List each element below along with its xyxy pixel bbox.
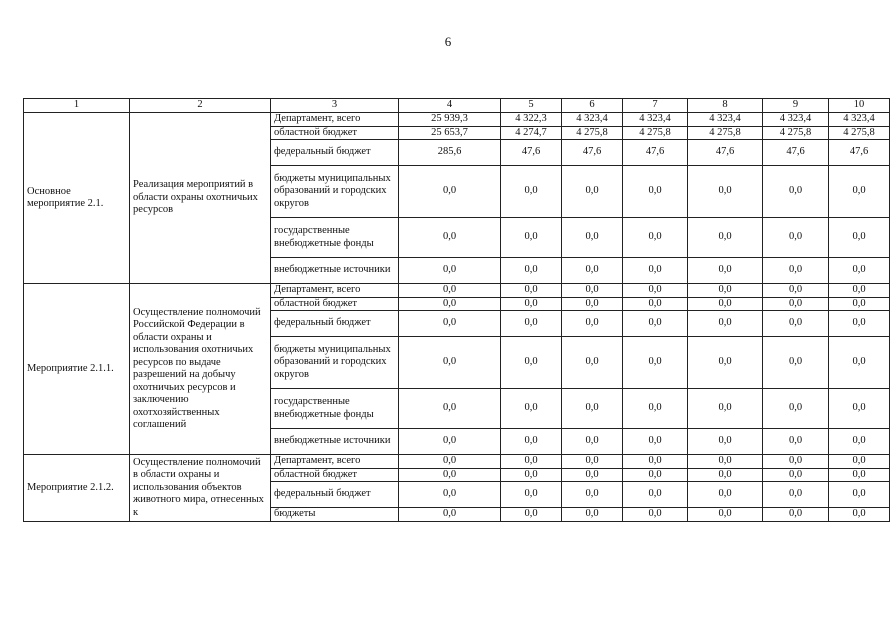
table-row: [24, 455, 890, 469]
value-cell: 0,0: [829, 468, 890, 482]
value-cell: 0,0: [829, 337, 890, 389]
value-cell: 0,0: [763, 337, 829, 389]
value-cell: 0,0: [623, 468, 688, 482]
value-cell: 0,0: [623, 258, 688, 284]
value-cell: 0,0: [763, 429, 829, 455]
funding-source: внебюджетные источники: [271, 429, 399, 455]
value-cell: 0,0: [763, 389, 829, 429]
value-cell: 47,6: [501, 140, 562, 166]
value-cell: 0,0: [501, 508, 562, 522]
value-cell: 0,0: [399, 218, 501, 258]
page-number: 6: [444, 34, 452, 49]
value-cell: 47,6: [829, 140, 890, 166]
value-cell: 0,0: [399, 429, 501, 455]
value-cell: 0,0: [763, 297, 829, 311]
value-cell: 47,6: [763, 140, 829, 166]
value-cell: 0,0: [501, 389, 562, 429]
funding-source: федеральный бюджет: [271, 140, 399, 166]
value-cell: 0,0: [623, 166, 688, 218]
value-cell: 0,0: [688, 508, 763, 522]
value-cell: 0,0: [763, 468, 829, 482]
value-cell: 0,0: [688, 166, 763, 218]
value-cell: 0,0: [399, 166, 501, 218]
value-cell: 0,0: [501, 337, 562, 389]
value-cell: 0,0: [562, 389, 623, 429]
value-cell: 0,0: [763, 482, 829, 508]
value-cell: 0,0: [688, 389, 763, 429]
value-cell: 0,0: [688, 337, 763, 389]
value-cell: 0,0: [623, 455, 688, 469]
value-cell: 0,0: [763, 166, 829, 218]
value-cell: 0,0: [501, 166, 562, 218]
value-cell: 0,0: [623, 311, 688, 337]
col-header: 7: [623, 99, 688, 113]
value-cell: 0,0: [688, 455, 763, 469]
value-cell: 0,0: [688, 218, 763, 258]
value-cell: 4 323,4: [688, 113, 763, 127]
funding-source: бюджеты муниципальных образований и городских округов: [271, 166, 399, 218]
value-cell: 0,0: [562, 455, 623, 469]
value-cell: 0,0: [399, 297, 501, 311]
event-number: Мероприятие 2.1.2.: [24, 455, 130, 522]
value-cell: 0,0: [399, 455, 501, 469]
funding-source: бюджеты муниципальных образований и городских округов: [271, 337, 399, 389]
value-cell: 0,0: [562, 508, 623, 522]
value-cell: 0,0: [501, 311, 562, 337]
value-cell: 0,0: [501, 297, 562, 311]
value-cell: 4 323,4: [623, 113, 688, 127]
value-cell: 0,0: [399, 468, 501, 482]
value-cell: 0,0: [623, 429, 688, 455]
value-cell: 47,6: [688, 140, 763, 166]
value-cell: 0,0: [623, 218, 688, 258]
col-header: 10: [829, 99, 890, 113]
value-cell: 285,6: [399, 140, 501, 166]
value-cell: 4 322,3: [501, 113, 562, 127]
value-cell: 0,0: [623, 508, 688, 522]
funding-source: областной бюджет: [271, 468, 399, 482]
funding-source: областной бюджет: [271, 126, 399, 140]
value-cell: 0,0: [501, 429, 562, 455]
value-cell: 0,0: [562, 429, 623, 455]
funding-source: внебюджетные источники: [271, 258, 399, 284]
value-cell: 4 323,4: [829, 113, 890, 127]
value-cell: 0,0: [763, 455, 829, 469]
value-cell: 0,0: [829, 166, 890, 218]
col-header: 5: [501, 99, 562, 113]
col-header: 9: [763, 99, 829, 113]
value-cell: 0,0: [501, 284, 562, 298]
col-header: 8: [688, 99, 763, 113]
value-cell: 0,0: [399, 508, 501, 522]
value-cell: 0,0: [688, 429, 763, 455]
value-cell: 0,0: [562, 337, 623, 389]
funding-source: федеральный бюджет: [271, 311, 399, 337]
value-cell: 4 275,8: [562, 126, 623, 140]
value-cell: 0,0: [763, 218, 829, 258]
value-cell: 0,0: [688, 297, 763, 311]
table-row: [24, 284, 890, 298]
value-cell: 0,0: [399, 482, 501, 508]
col-header: 4: [399, 99, 501, 113]
value-cell: 4 275,8: [763, 126, 829, 140]
col-header: 1: [24, 99, 130, 113]
value-cell: 0,0: [562, 258, 623, 284]
value-cell: 4 275,8: [623, 126, 688, 140]
value-cell: 4 274,7: [501, 126, 562, 140]
value-cell: 0,0: [399, 258, 501, 284]
value-cell: 0,0: [562, 482, 623, 508]
value-cell: 0,0: [623, 337, 688, 389]
value-cell: 0,0: [562, 166, 623, 218]
value-cell: 0,0: [399, 389, 501, 429]
value-cell: 0,0: [501, 468, 562, 482]
funding-source: бюджеты: [271, 508, 399, 522]
event-number: Основное мероприятие 2.1.: [24, 113, 130, 284]
value-cell: 0,0: [829, 508, 890, 522]
value-cell: 0,0: [562, 468, 623, 482]
value-cell: 0,0: [501, 218, 562, 258]
value-cell: 4 275,8: [829, 126, 890, 140]
event-title: Осуществление полномочий Российской Федерации в области охраны и использования охотничьих ресурсов по выдаче разрешений на добычу охотничьих ресурсов и заключению охотхозяйственных соглашений: [130, 284, 271, 455]
col-header: 2: [130, 99, 271, 113]
value-cell: 4 323,4: [562, 113, 623, 127]
event-title: Осуществление полномочий в области охраны и использования объектов животного мира, отнесенных к: [130, 455, 271, 522]
value-cell: 0,0: [829, 482, 890, 508]
value-cell: 0,0: [829, 389, 890, 429]
value-cell: 25 653,7: [399, 126, 501, 140]
value-cell: 0,0: [562, 297, 623, 311]
value-cell: 4 323,4: [763, 113, 829, 127]
value-cell: 0,0: [501, 482, 562, 508]
value-cell: 0,0: [399, 311, 501, 337]
value-cell: 0,0: [623, 297, 688, 311]
value-cell: 0,0: [562, 284, 623, 298]
event-number: Мероприятие 2.1.1.: [24, 284, 130, 455]
value-cell: 0,0: [688, 258, 763, 284]
value-cell: 0,0: [623, 284, 688, 298]
value-cell: 0,0: [688, 468, 763, 482]
value-cell: 0,0: [562, 218, 623, 258]
col-header: 3: [271, 99, 399, 113]
value-cell: 0,0: [829, 258, 890, 284]
value-cell: 0,0: [829, 311, 890, 337]
value-cell: 0,0: [688, 482, 763, 508]
value-cell: 25 939,3: [399, 113, 501, 127]
value-cell: 0,0: [763, 284, 829, 298]
event-title: Реализация мероприятий в области охраны охотничьих ресурсов: [130, 113, 271, 284]
value-cell: 0,0: [763, 508, 829, 522]
value-cell: 0,0: [829, 429, 890, 455]
value-cell: 0,0: [688, 284, 763, 298]
value-cell: 0,0: [829, 297, 890, 311]
value-cell: 0,0: [399, 284, 501, 298]
value-cell: 47,6: [562, 140, 623, 166]
value-cell: 0,0: [623, 389, 688, 429]
value-cell: 0,0: [829, 455, 890, 469]
funding-source: государственные внебюджетные фонды: [271, 218, 399, 258]
funding-source: Департамент, всего: [271, 455, 399, 469]
value-cell: 0,0: [562, 311, 623, 337]
value-cell: 0,0: [501, 455, 562, 469]
funding-source: федеральный бюджет: [271, 482, 399, 508]
value-cell: 0,0: [623, 482, 688, 508]
table-row: [24, 113, 890, 127]
value-cell: 0,0: [829, 284, 890, 298]
value-cell: 0,0: [501, 258, 562, 284]
funding-source: государственные внебюджетные фонды: [271, 389, 399, 429]
value-cell: 0,0: [763, 311, 829, 337]
value-cell: 0,0: [829, 218, 890, 258]
value-cell: 4 275,8: [688, 126, 763, 140]
value-cell: 0,0: [688, 311, 763, 337]
funding-source: областной бюджет: [271, 297, 399, 311]
funding-source: Департамент, всего: [271, 284, 399, 298]
header-row: [24, 99, 890, 113]
value-cell: 0,0: [763, 258, 829, 284]
col-header: 6: [562, 99, 623, 113]
value-cell: 0,0: [399, 337, 501, 389]
budget-table: [23, 98, 890, 522]
value-cell: 47,6: [623, 140, 688, 166]
funding-source: Департамент, всего: [271, 113, 399, 127]
